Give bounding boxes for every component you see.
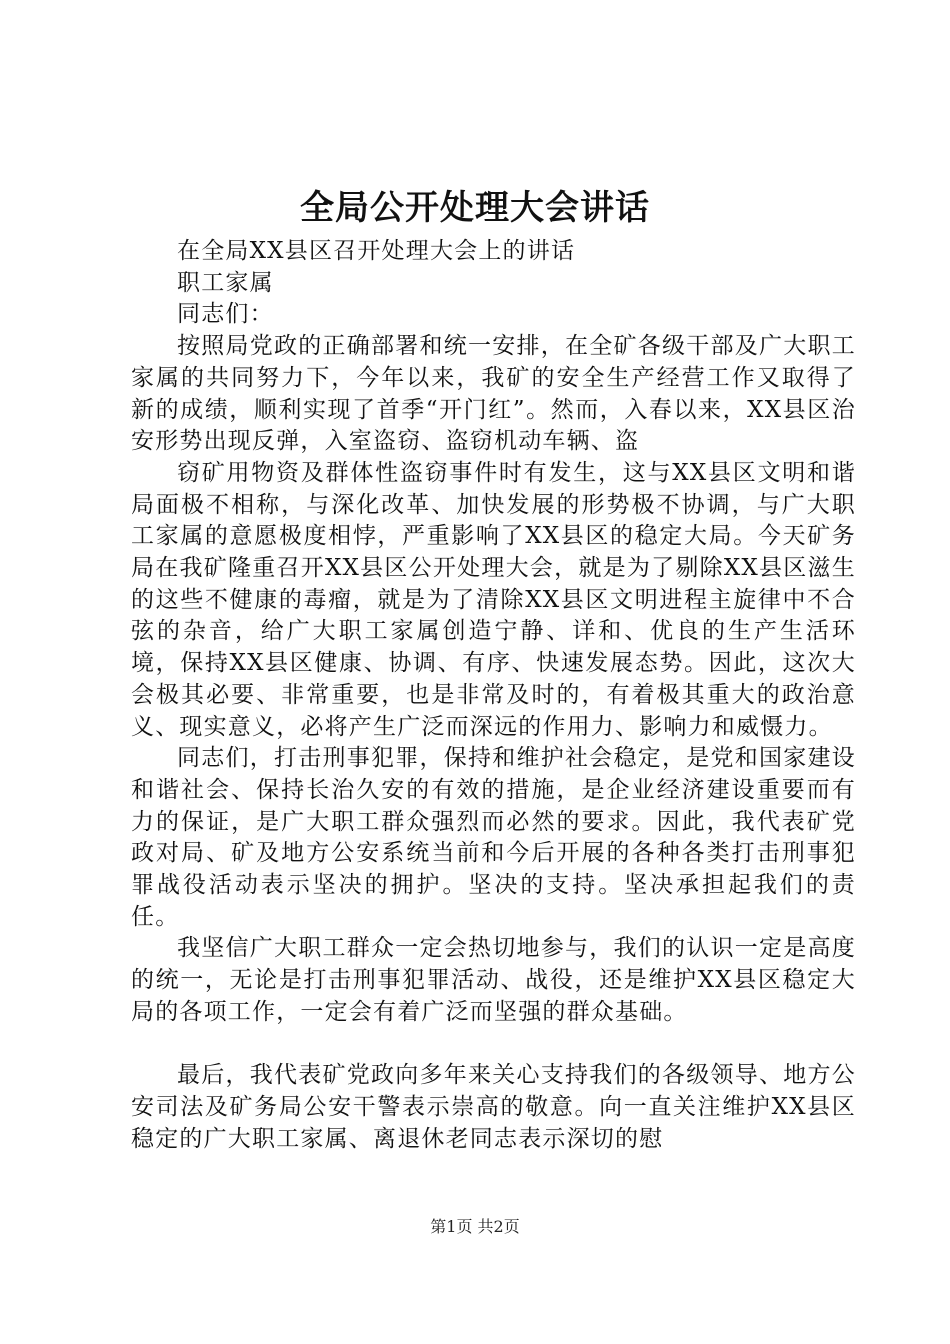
speech-subtitle: 在全局XX县区召开处理大会上的讲话	[177, 238, 576, 264]
document-body	[131, 236, 856, 1155]
paragraph-1: 按照局党政的正确部署和统一安排，在全矿各级干部及广大职工家属的共同努力下，今年以来，我矿的安全生产经营工作又取得了新的成绩，顺利实现了首季“开门红”。然而，入春以来，XX县区治安形势出现反弹，入室盗窃、盗窃机动车辆、盗	[131, 333, 856, 455]
paragraph-5: 最后，我代表矿党政向多年来关心支持我们的各级领导、地方公安司法及矿务局公安干警表示崇高的敬意。向一直关注维护XX县区稳定的广大职工家属、离退休老同志表示深切的慰	[131, 1062, 856, 1152]
audience-line: 职工家属	[177, 269, 274, 296]
page-number: 第1页 共2页	[430, 1217, 520, 1236]
salutation: 同志们：	[177, 301, 274, 328]
paragraph-2: 窃矿用物资及群体性盗窃事件时有发生，这与XX县区文明和谐局面极不相称，与深化改革、加快发展的形势极不协调，与广大职工家属的意愿极度相悖，严重影响了XX县区的稳定大局。今天矿务局在我矿隆重召开XX县区公开处理大会，就是为了剔除XX县区滋生的这些不健康的毒瘤，就是为了清除XX县区文明进程主旋律中不合弦的杂音，给广大职工家属创造宁静、详和、优良的生产生活环境，保持XX县区健康、协调、有序、快速发展态势。因此，这次大会极其必要、非常重要，也是非常及时的，有着极其重大的政治意义、现实意义，必将产生广泛而深远的作用力、影响力和威慑力。	[131, 459, 856, 740]
paragraph-3: 同志们，打击刑事犯罪，保持和维护社会稳定，是党和国家建设和谐社会、保持长治久安的有效的措施，是企业经济建设重要而有力的保证，是广大职工群众强烈而必然的要求。因此，我代表矿党政对局、矿及地方公安系统当前和今后开展的各种各类打击刑事犯罪战役活动表示坚决的拥护。坚决的支持。坚决承担起我们的责任。	[131, 745, 856, 930]
paragraph-4: 我坚信广大职工群众一定会热切地参与，我们的认识一定是高度的统一，无论是打击刑事犯罪活动、战役，还是维护XX县区稳定大局的各项工作，一定会有着广泛而坚强的群众基础。	[131, 935, 856, 1025]
document-title: 全局公开处理大会讲话	[300, 188, 650, 228]
